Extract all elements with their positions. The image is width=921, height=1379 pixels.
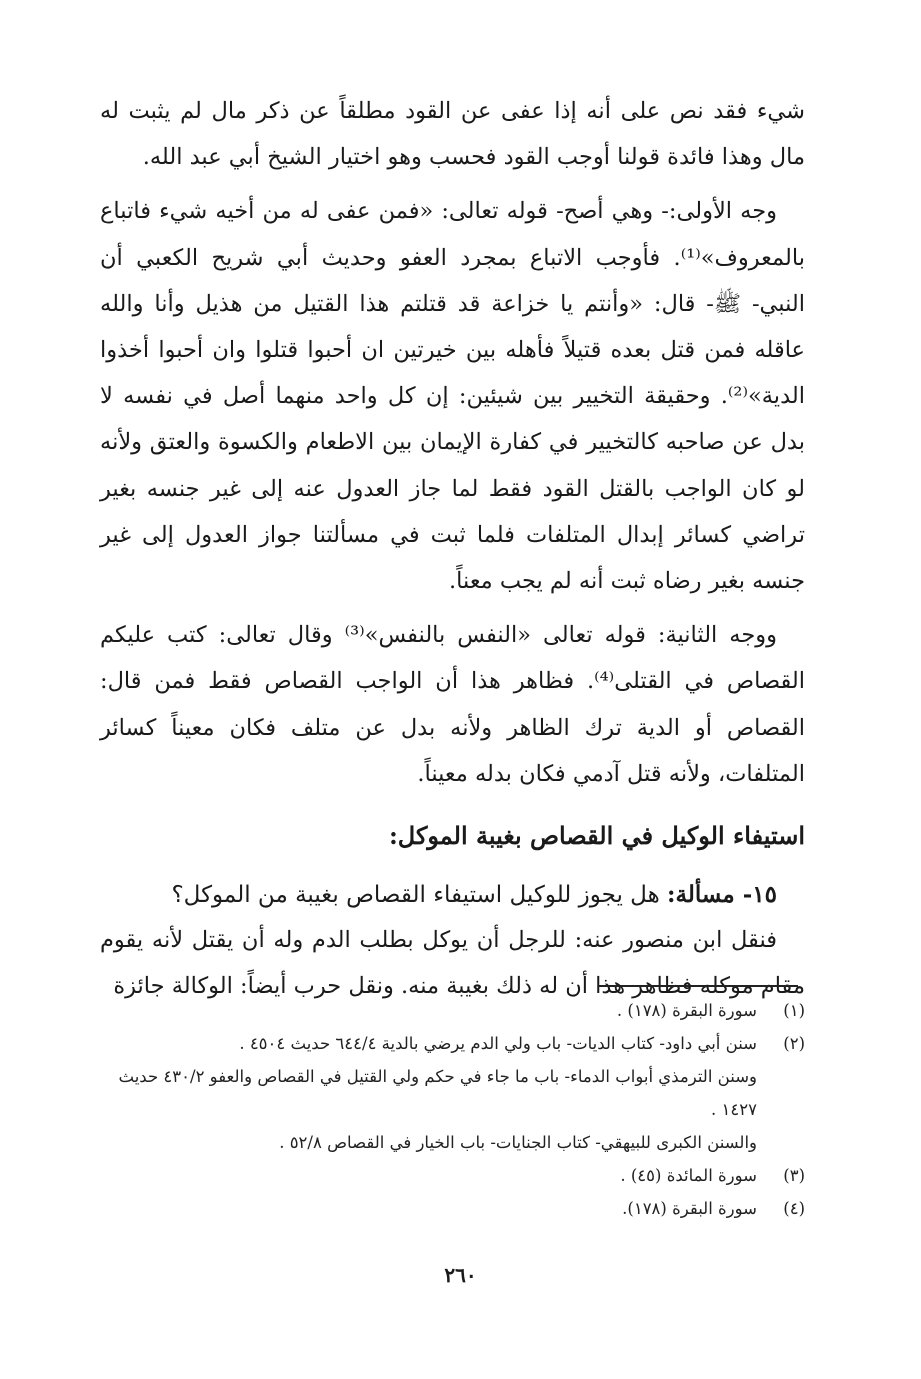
- footnote-number: (١): [783, 1001, 805, 1020]
- footnote-number: (٤): [783, 1199, 805, 1218]
- footnote-separator: [598, 985, 798, 987]
- footnote-2-continuation: وسنن الترمذي أبواب الدماء- باب ما جاء في حكم ولي القتيل في القصاص والعفو ٤٣٠/٢ حديث ١٤٢٧ .: [118, 1067, 757, 1119]
- footnote-1: [100, 994, 805, 1027]
- paragraph-second-view: ووجه الثانية: قوله تعالى «النفس بالنفس»⁽³⁾ وقال تعالى: كتب عليكم القصاص في القتلى⁽⁴⁾. فظاهر هذا أن الواجب القصاص فقط فمن قال: القصاص أو الدية ترك الظاهر ولأنه بدل عن متلف فكان معيناً كسائر المتلفات، ولأنه قتل آدمي فكان بدله معيناً.: [100, 622, 805, 787]
- question-number: ١٥- مسألة:: [667, 881, 777, 909]
- question-text: هل يجوز للوكيل استيفاء القصاص بغيبة من الموكل؟: [171, 882, 668, 909]
- footnote-number: (٢): [783, 1034, 805, 1053]
- footnotes: [100, 994, 805, 1225]
- paragraph-first-view: وجه الأولى:- وهي أصح- قوله تعالى: «فمن عفى له من أخيه شيء فاتباع بالمعروف»⁽¹⁾. فأوجب الاتباع بمجرد العفو وحديث أبي شريح الكعبي أن النبي- ﷺ- قال: «وأنتم يا خزاعة قد قتلتم هذا القتيل من هذيل وأنا والله عاقله فمن قتل بعده قتيلاً فأهله بين خيرتين ان أحبوا قتلوا وان أحبوا أخذوا الدية»⁽²⁾. وحقيقة التخيير بين شيئين: إن كل واحد منهما أصل في نفسه لا بدل عن صاحبه كالتخيير في كفارة الإيمان بين الاطعام والكسوة والعتق ولأنه لو كان الواجب بالقتل القود فقط لما جاز العدول عنه إلى غير جنسه بغير تراضي كسائر إبدال المتلفات فلما ثبت في مسألتنا جواز العدول إلى غير جنسه بغير رضاه ثبت أنه لم يجب معناً.: [100, 198, 805, 595]
- paragraph-continuation: شيء فقد نص على أنه إذا عفى عن القود مطلقاً عن ذكر مال لم يثبت له مال وهذا فائدة قولنا أوجب القود فحسب وهو اختيار الشيخ أبي عبد الله.: [100, 98, 805, 171]
- footnote-number: (٣): [783, 1166, 805, 1185]
- footnote-text: سورة البقرة (١٧٨) .: [616, 1001, 757, 1020]
- footnote-text: سنن أبي داود- كتاب الديات- باب ولي الدم يرضي بالدية ٦٤٤/٤ حديث ٤٥٠٤ .: [239, 1034, 757, 1053]
- footnote-4: [100, 1192, 805, 1225]
- footnote-2-continuation: والسنن الكبرى للبيهقي- كتاب الجنايات- باب الخيار في القصاص ٥٢/٨ .: [279, 1133, 757, 1152]
- question-line: [100, 873, 805, 917]
- page-number: ٢٦٠: [444, 1263, 477, 1287]
- paragraph-answer: فنقل ابن منصور عنه: للرجل أن يوكل بطلب الدم وله أن يقتل لأنه يقوم مقام موكله فظاهر هذا أن له ذلك بغيبة منه. ونقل حرب أيضاً: الوكالة جائزة: [100, 927, 805, 1000]
- footnote-2: [100, 1027, 805, 1060]
- footnote-text: سورة المائدة (٤٥) .: [620, 1166, 757, 1185]
- section-heading: استيفاء الوكيل في القصاص بغيبة الموكل:: [388, 821, 805, 851]
- main-text: [100, 88, 805, 1009]
- footnote-3: [100, 1159, 805, 1192]
- footnote-text: سورة البقرة (١٧٨).: [622, 1199, 757, 1218]
